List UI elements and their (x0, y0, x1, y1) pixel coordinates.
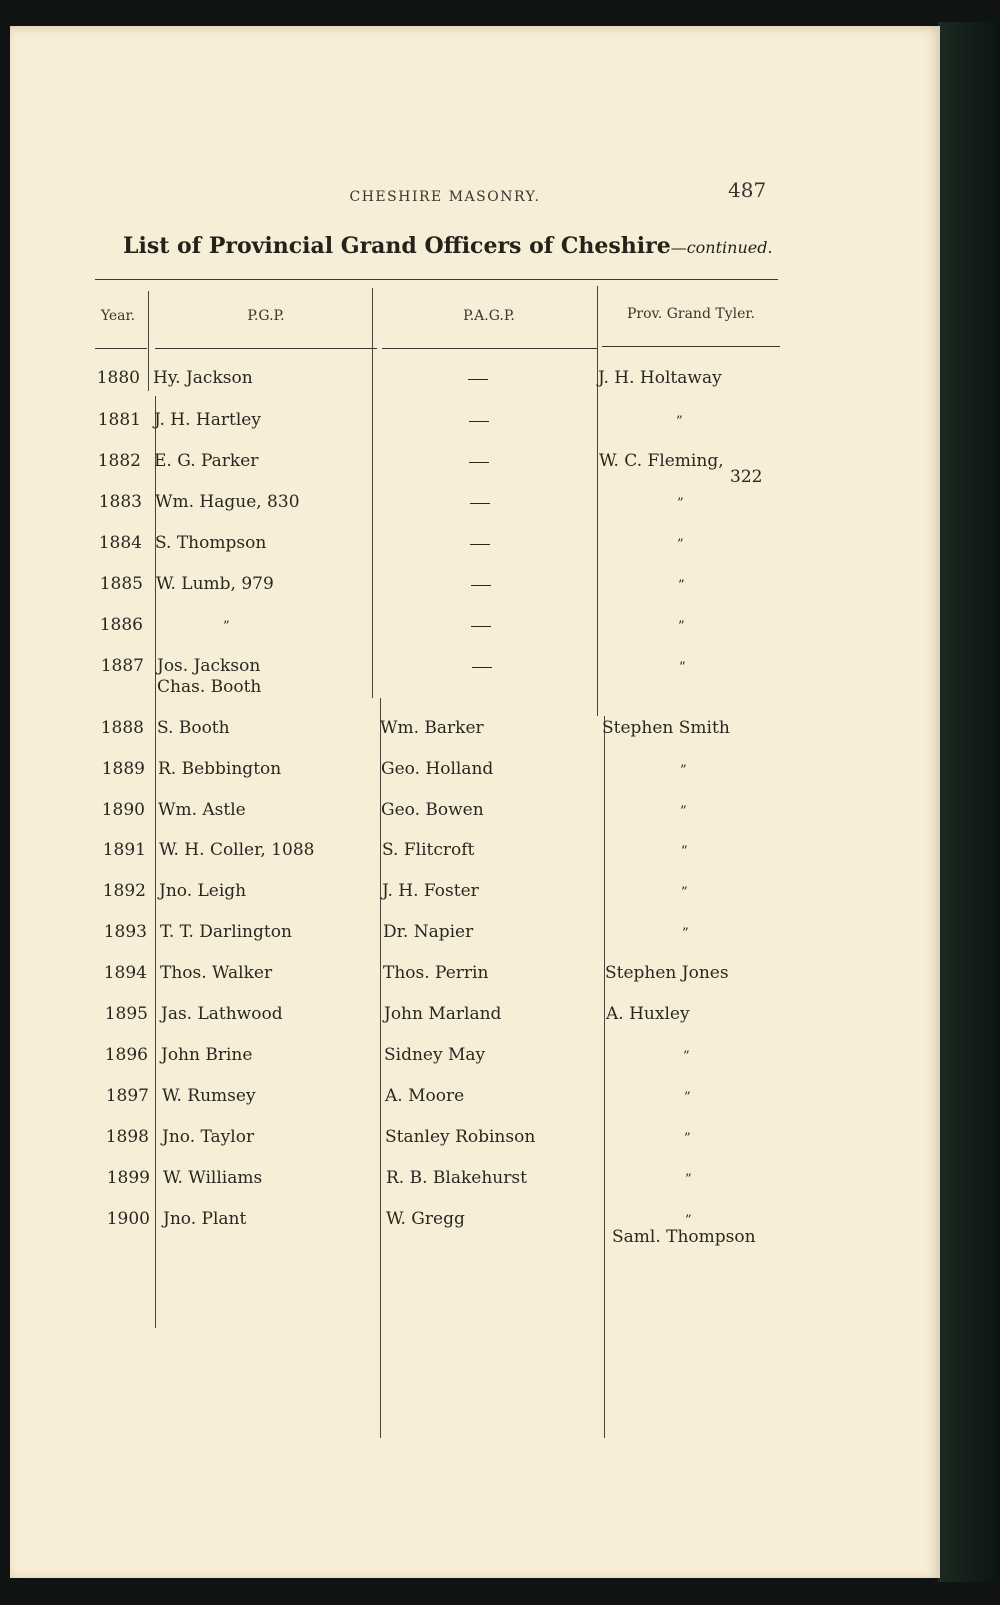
row-tyler-ditto: ” (676, 414, 683, 429)
row-pagp: A. Moore (385, 1086, 465, 1106)
row-pagp-dash (469, 421, 489, 422)
row-pgp: T. T. Darlington (160, 922, 292, 942)
row-year: 1897 (105, 1086, 149, 1106)
row-tyler-ditto: ” (685, 1213, 692, 1228)
row-pgp: Wm. Astle (158, 800, 246, 820)
row-pagp-dash (472, 667, 492, 668)
row-tyler: Stephen Smith (602, 718, 730, 738)
row-pgp: S. Booth (157, 718, 230, 738)
row-tyler-extra: 322 (730, 467, 763, 487)
row-pagp: Wm. Barker (380, 718, 484, 738)
row-pagp: R. B. Blakehurst (386, 1168, 527, 1188)
row-tyler-ditto: ” (683, 1049, 690, 1064)
row-pagp-dash (471, 626, 491, 627)
row-pgp: W. Lumb, 979 (156, 574, 274, 594)
header-year: Year. (100, 308, 136, 324)
page-number: 487 (728, 178, 767, 202)
row-year: 1892 (102, 881, 146, 901)
row-pagp: Stanley Robinson (385, 1127, 536, 1147)
row-pgp: Jno. Leigh (159, 881, 247, 901)
list-title-text: List of Provincial Grand Officers of Cheshire (123, 233, 671, 259)
row-tyler-ditto: ” (680, 763, 687, 778)
row-pagp-dash (470, 503, 490, 504)
row-year: 1887 (100, 656, 144, 676)
row-year: 1886 (99, 615, 143, 635)
row-year: 1893 (103, 922, 147, 942)
row-tyler-ditto: ” (677, 537, 684, 552)
row-tyler-ditto: ” (685, 1172, 692, 1187)
book-page (10, 26, 940, 1578)
top-rule (95, 279, 778, 280)
row-pgp: E. G. Parker (154, 451, 259, 471)
row-pagp: Dr. Napier (383, 922, 474, 942)
header-pagp: P.A.G.P. (463, 308, 515, 324)
row-pagp: W. Gregg (386, 1209, 465, 1229)
column-divider-2 (372, 288, 373, 698)
header-rule-pgp (155, 348, 377, 349)
column-divider-1 (148, 291, 149, 391)
row-pagp-dash (471, 585, 491, 586)
row-tyler: W. C. Fleming, (599, 451, 724, 471)
header-rule-pagp (382, 348, 597, 349)
row-year: 1888 (100, 718, 144, 738)
row-tyler-ditto: ” (680, 804, 687, 819)
scan-background-edge (938, 22, 1000, 1582)
list-title-continued: —continued. (670, 238, 773, 257)
scan-corner-mark (0, 0, 120, 14)
row-year: 1885 (99, 574, 143, 594)
row-tyler-ditto: ” (681, 844, 688, 859)
running-head: CHESHIRE MASONRY. (349, 189, 541, 205)
row-tyler-extra: Saml. Thompson (612, 1227, 756, 1247)
row-tyler-ditto: ” (681, 885, 688, 900)
row-pagp: Thos. Perrin (383, 963, 489, 983)
row-year: 1880 (96, 368, 140, 388)
row-tyler: Stephen Jones (605, 963, 729, 983)
row-pagp-dash (468, 379, 488, 380)
row-year: 1898 (105, 1127, 149, 1147)
row-year: 1900 (106, 1209, 150, 1229)
row-tyler-ditto: ” (684, 1090, 691, 1105)
row-pagp-dash (470, 544, 490, 545)
row-pagp: Geo. Bowen (381, 800, 484, 820)
row-year: 1899 (106, 1168, 150, 1188)
row-pagp-dash (469, 462, 489, 463)
row-pgp: Jas. Lathwood (161, 1004, 283, 1024)
row-year: 1891 (102, 840, 146, 860)
row-tyler-ditto: ” (678, 578, 685, 593)
header-pgp: P.G.P. (247, 308, 285, 324)
column-divider-3b (604, 716, 605, 1438)
row-pgp: Jno. Taylor (162, 1127, 255, 1147)
header-rule-year (95, 348, 147, 349)
row-pgp: J. H. Hartley (154, 410, 261, 430)
row-pagp: Sidney May (384, 1045, 486, 1065)
row-year: 1882 (97, 451, 141, 471)
list-title (123, 233, 783, 259)
row-pagp: John Marland (384, 1004, 502, 1024)
row-tyler-ditto: ” (678, 619, 685, 634)
row-pagp: Geo. Holland (381, 759, 494, 779)
header-rule-tyler (602, 346, 780, 347)
row-pgp-extra: Chas. Booth (157, 677, 262, 697)
row-pgp: John Brine (161, 1045, 253, 1065)
row-year: 1894 (103, 963, 147, 983)
row-pgp: R. Bebbington (158, 759, 282, 779)
row-year: 1884 (98, 533, 142, 553)
row-tyler-ditto: ” (682, 926, 689, 941)
row-year: 1883 (98, 492, 142, 512)
row-pagp: J. H. Foster (382, 881, 479, 901)
row-pgp: Wm. Hague, 830 (155, 492, 300, 512)
row-pgp: Hy. Jackson (153, 368, 253, 388)
row-tyler-ditto: ” (684, 1131, 691, 1146)
row-year: 1890 (101, 800, 145, 820)
row-pgp: S. Thompson (155, 533, 267, 553)
row-pgp: W. Williams (163, 1168, 263, 1188)
row-pagp: S. Flitcroft (382, 840, 475, 860)
row-tyler-ditto: ” (679, 660, 686, 675)
row-pgp: W. Rumsey (162, 1086, 256, 1106)
row-year: 1896 (104, 1045, 148, 1065)
row-tyler: A. Huxley (606, 1004, 690, 1024)
column-divider-3 (597, 286, 598, 716)
row-pgp-ditto: ” (223, 619, 230, 634)
row-pgp: W. H. Coller, 1088 (159, 840, 315, 860)
row-pgp: Jno. Plant (163, 1209, 247, 1229)
row-year: 1895 (104, 1004, 148, 1024)
row-tyler-ditto: ” (677, 496, 684, 511)
row-pgp: Jos. Jackson (157, 656, 261, 676)
row-year: 1889 (101, 759, 145, 779)
row-tyler: J. H. Holtaway (598, 368, 722, 388)
row-year: 1881 (97, 410, 141, 430)
row-pgp: Thos. Walker (160, 963, 273, 983)
header-tyler: Prov. Grand Tyler. (627, 306, 755, 322)
